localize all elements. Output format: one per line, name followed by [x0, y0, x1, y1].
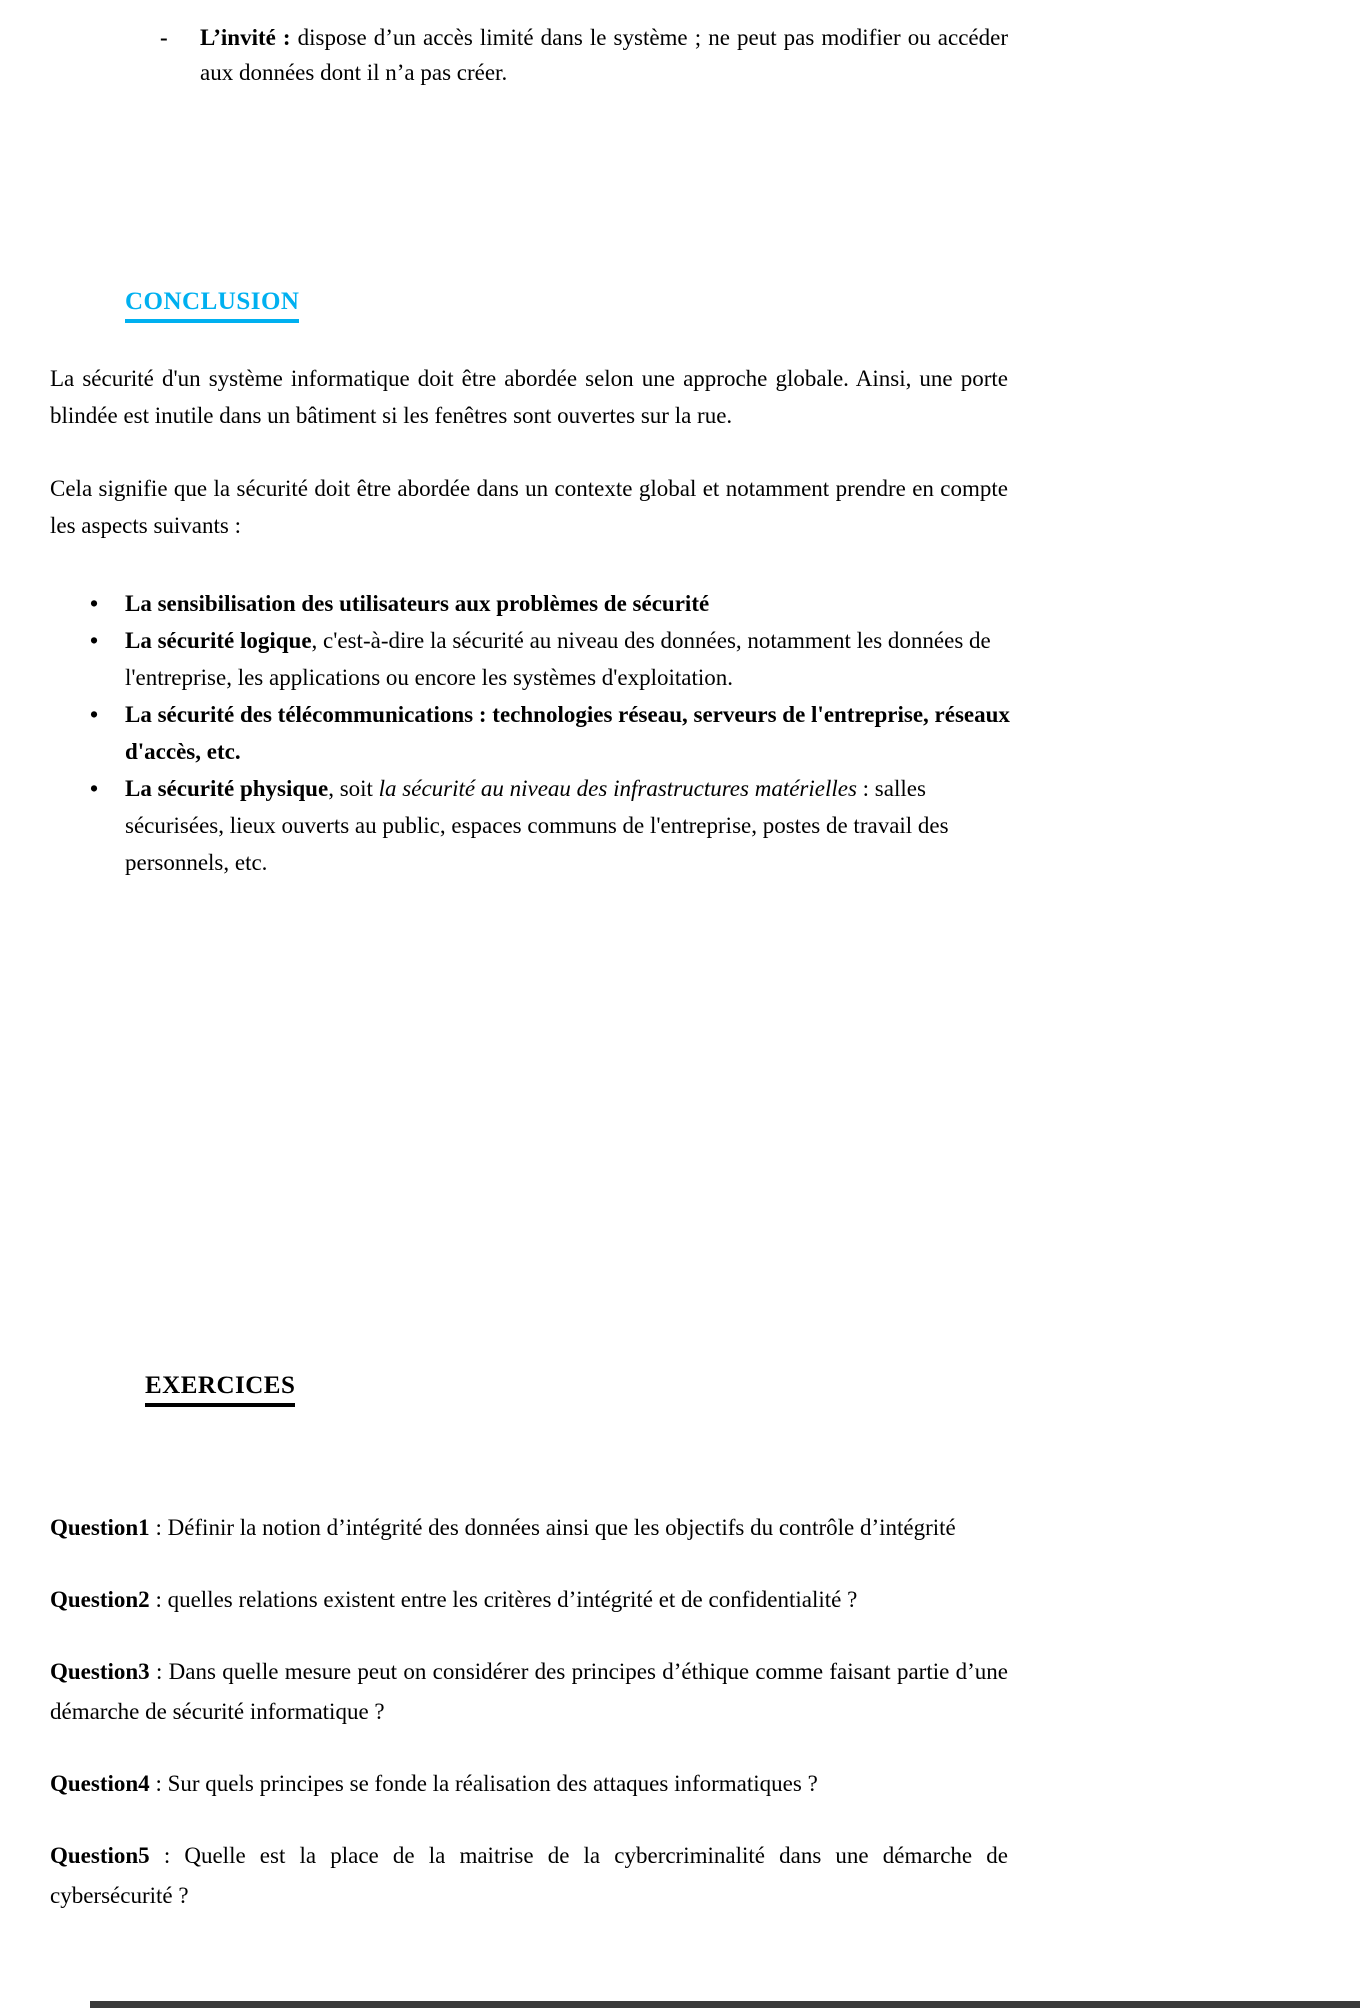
- question-5-label: Question5: [50, 1843, 150, 1868]
- question-5-text: : Quelle est la place de la maitrise de la cybercriminalité dans une démarche de cybersécurité ?: [50, 1843, 1008, 1908]
- aspect-italic-text: la sécurité au niveau des infrastructures matérielles: [378, 776, 857, 801]
- guest-item-text: [200, 20, 1008, 90]
- question-2-text: : quelles relations existent entre les critères d’intégrité et de confidentialité ?: [149, 1587, 858, 1612]
- list-item: [90, 622, 1010, 696]
- questions-section: [50, 1508, 1008, 1948]
- guest-item-description: dispose d’un accès limité dans le système ; ne peut pas modifier ou accéder aux données dont il n’a pas créer.: [200, 25, 1008, 85]
- conclusion-heading: CONCLUSION: [125, 288, 299, 323]
- dash-bullet: -: [160, 25, 168, 50]
- question-3-text: : Dans quelle mesure peut on considérer des principes d’éthique comme faisant partie d’une démarche de sécurité informatique ?: [50, 1659, 1008, 1724]
- guest-item-term: L’invité :: [200, 25, 291, 50]
- question-3: [50, 1652, 1008, 1732]
- security-aspects-list: [90, 585, 1010, 881]
- aspect-bold-text: La sécurité logique: [125, 628, 312, 653]
- conclusion-paragraph-1: La sécurité d'un système informatique doit être abordée selon une approche globale. Ainsi, une porte blindée est inutile dans un bâtiment si les fenêtres sont ouvertes sur la rue.: [50, 366, 1008, 428]
- aspect-bold-text: La sécurité physique: [125, 776, 329, 801]
- question-1-label: Question1: [50, 1515, 150, 1540]
- aspect-tail-text: : salles sécurisées, lieux ouverts au public, espaces communs de l'entreprise, postes de travail des personnels, etc.: [125, 776, 949, 875]
- question-4-text: : Sur quels principes se fonde la réalisation des attaques informatiques ?: [149, 1771, 818, 1796]
- conclusion-paragraph-2: Cela signifie que la sécurité doit être abordée dans un contexte global et notamment prendre en compte les aspects suivants :: [50, 476, 1008, 538]
- question-1: [50, 1508, 1008, 1548]
- list-item: [90, 770, 1010, 881]
- question-4-label: Question4: [50, 1771, 150, 1796]
- aspect-bold-text: La sécurité des télécommunications : technologies réseau, serveurs de l'entreprise, réseaux d'accès, etc.: [125, 702, 1010, 764]
- aspect-bold-text: La sensibilisation des utilisateurs aux problèmes de sécurité: [125, 591, 710, 616]
- question-4: [50, 1764, 1008, 1804]
- question-1-text: : Définir la notion d’intégrité des données ainsi que les objectifs du contrôle d’intégrité: [149, 1515, 956, 1540]
- bottom-bar: [90, 2001, 1360, 2008]
- list-item: [90, 585, 1010, 622]
- aspect-normal-text: , soit: [328, 776, 379, 801]
- question-2-label: Question2: [50, 1587, 150, 1612]
- list-item: [90, 696, 1010, 770]
- exercices-heading: EXERCICES: [145, 1372, 295, 1407]
- guest-access-item: [160, 20, 1008, 90]
- aspect-normal-text: , c'est-à-dire la sécurité au niveau des données, notamment les données de l'entreprise, les applications ou encore les systèmes d'exploitation.: [125, 628, 991, 690]
- question-2: [50, 1580, 1008, 1620]
- question-3-label: Question3: [50, 1659, 150, 1684]
- question-5: [50, 1836, 1008, 1916]
